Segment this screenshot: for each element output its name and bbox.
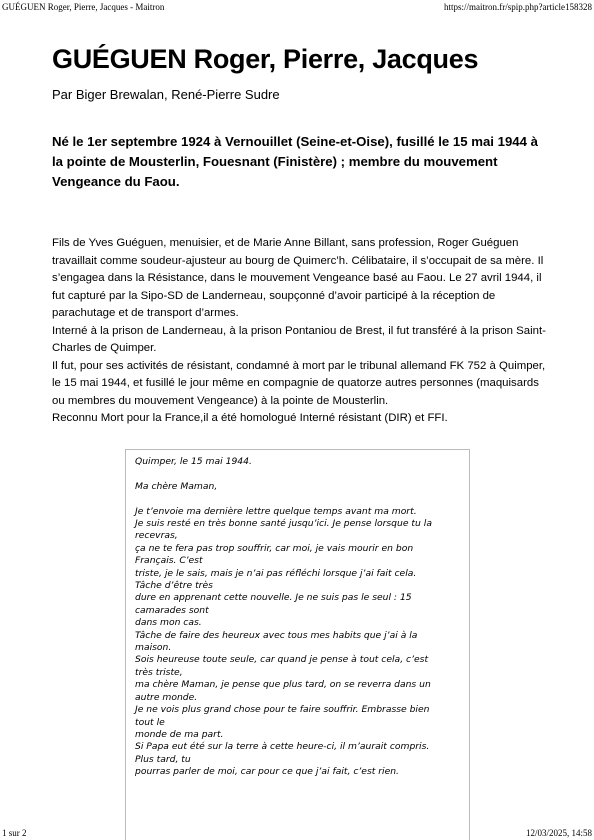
body-paragraph: Fils de Yves Guéguen, menuisier, et de Marie Anne Billant, sans profession, Roger Guéguen travaillait comme soudeur-ajusteur au bourg de Quimerc’h. Célibataire, il s’occupait de sa mère. Il s’engagea dans la Résistance, dans le mouvement Vengeance basé au Faou. Le 27 avril 1944, il fut capturé par la Sipo-SD de Landerneau, soupçonné d’avoir participé à la réception de parachutage et de transport d’armes. xyxy=(52,237,544,319)
letter-line: ma chère Maman, je pense que plus tard, on se reverra dans un xyxy=(135,679,431,691)
article-title: GUÉGUEN Roger, Pierre, Jacques xyxy=(52,44,479,74)
letter-line: dans mon cas. xyxy=(135,617,202,629)
letter-place-date: Quimper, le 15 mai 1944. xyxy=(135,456,252,467)
letter-line: Tâche d’être très xyxy=(135,580,213,592)
letter-line: maison. xyxy=(135,642,172,654)
letter-line: dure en apprenant cette nouvelle. Je ne suis pas le seul : 15 xyxy=(135,592,412,604)
letter-line: Français. C’est xyxy=(135,555,203,567)
last-letter-box xyxy=(125,449,470,840)
letter-line: très triste, xyxy=(135,666,183,678)
letter-text xyxy=(135,506,461,779)
letter-line: pourras parler de moi, car pour ce que j’ai fait, c’est rien. xyxy=(135,766,399,778)
letter-line: autre monde. xyxy=(135,691,198,703)
letter-line: monde de ma part. xyxy=(135,728,224,740)
body-paragraph: Il fut, pour ses activités de résistant, condamné à mort par le tribunal allemand FK 752 à Quimper, le 15 mai 1944, et fusillé le jour même en compagnie de quatorze autres personnes (maquisards ou membres du mouvement Vengeance) à la pointe de Mousterlin. xyxy=(52,359,546,407)
letter-line: recevras, xyxy=(135,530,178,542)
letter-line: Plus tard, tu xyxy=(135,753,191,765)
print-header-title: GUÉGUEN Roger, Pierre, Jacques - Maitron xyxy=(2,2,165,12)
letter-line: camarades sont xyxy=(135,604,209,616)
letter-line: Je suis resté en très bonne santé jusqu’ici. Je pense lorsque tu la xyxy=(135,518,432,529)
print-footer-page: 1 sur 2 xyxy=(2,828,27,838)
letter-line: tout le xyxy=(135,716,165,728)
letter-line: Je ne vois plus grand chose pour te faire souffrir. Embrasse bien xyxy=(135,704,430,716)
article-lead: Né le 1er septembre 1924 à Vernouillet (Seine-et-Oise), fusillé le 15 mai 1944 à la pointe de Mousterlin, Fouesnant (Finistère) ; membre du mouvement Vengeance du Faou. xyxy=(52,134,538,189)
letter-line: Sois heureuse toute seule, car quand je pense à tout cela, c’est xyxy=(135,654,429,666)
letter-line: Si Papa eut été sur la terre à cette heure-ci, il m’aurait compris. xyxy=(135,741,430,753)
article-body xyxy=(52,235,552,428)
letter-salutation: Ma chère Maman, xyxy=(135,480,218,492)
body-paragraph: Reconnu Mort pour la France,il a été homologué Interné résistant (DIR) et FFI. xyxy=(52,412,448,424)
letter-line: ça ne te fera pas trop souffrir, car moi, je vais mourir en bon xyxy=(135,542,414,554)
article-authors: Par Biger Brewalan, René-Pierre Sudre xyxy=(52,87,280,102)
body-paragraph: Interné à la prison de Landerneau, à la prison Pontaniou de Brest, il fut transféré à la prison Saint-Charles de Quimper. xyxy=(52,324,546,354)
letter-line: Tâche de faire des heureux avec tous mes habits que j’ai à la xyxy=(135,629,418,641)
print-header-url: https://maitron.fr/spip.php?article158328 xyxy=(444,2,592,12)
letter-line: triste, je le sais, mais je n’ai pas réfléchi lorsque j’ai fait cela. xyxy=(135,567,417,579)
print-footer-date: 12/03/2025, 14:58 xyxy=(525,828,592,838)
letter-line: Je t’envoie ma dernière lettre quelque temps avant ma mort. xyxy=(135,505,417,517)
